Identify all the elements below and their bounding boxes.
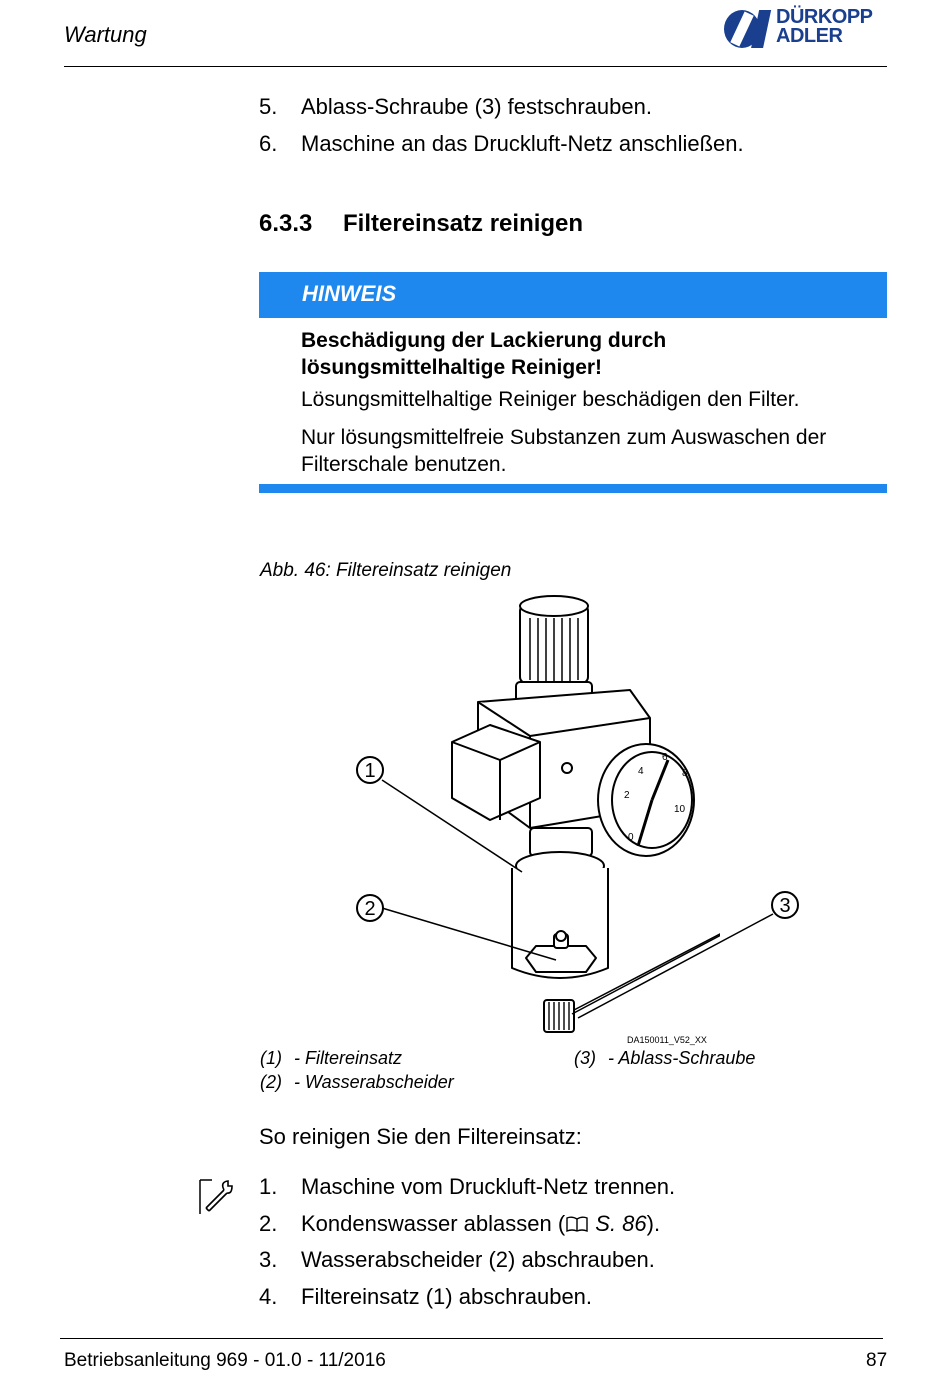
figure-caption: Abb. 46: Filtereinsatz reinigen	[260, 560, 512, 581]
gauge-tick-label: 0	[628, 832, 634, 843]
notice-paragraph: Lösungsmittelhaltige Reiniger beschädigen den Filter.	[301, 388, 800, 411]
notice-label: HINWEIS	[302, 281, 397, 306]
gauge-tick-label: 4	[638, 766, 644, 777]
gauge-tick-label: 6	[662, 752, 668, 763]
book-icon	[565, 1215, 589, 1233]
footer-document-id: Betriebsanleitung 969 - 01.0 - 11/2016	[64, 1350, 386, 1371]
notice-paragraph: Nur lösungsmittelfreie Substanzen zum Auswaschen der Filterschale benutzen.	[301, 426, 827, 476]
page-reference-link[interactable]: S. 86	[595, 1211, 647, 1236]
section-title: Filtereinsatz reinigen	[343, 210, 584, 237]
svg-text:2: 2	[364, 898, 376, 920]
drawing-id: DA150011_V52_XX	[627, 1035, 707, 1045]
notice-heading: Beschädigung der Lackierung durch lösungsmittelhaltige Reiniger!	[301, 329, 667, 379]
logo-text-line2: ADLER	[776, 25, 843, 47]
svg-text:3: 3	[779, 895, 791, 917]
svg-text:1: 1	[364, 760, 376, 782]
procedure-intro: So reinigen Sie den Filtereinsatz:	[259, 1124, 582, 1149]
notice-header-bar	[259, 272, 887, 318]
logo-mark-icon	[722, 6, 774, 52]
section-heading	[259, 210, 584, 238]
page-number: 87	[866, 1350, 888, 1371]
header-rule	[64, 66, 887, 67]
section-number: 6.3.3	[259, 210, 313, 237]
gauge-tick-label: 2	[624, 790, 630, 801]
logo-text-line1: DÜRKOPP	[776, 6, 873, 28]
running-header-title: Wartung	[64, 22, 147, 47]
callout-3-group	[560, 890, 800, 1030]
wrench-icon	[198, 1178, 238, 1216]
company-logo	[722, 4, 892, 52]
gauge-tick-label: 10	[674, 804, 686, 815]
notice-bottom-bar	[259, 484, 887, 493]
footer-rule	[60, 1338, 883, 1339]
gauge-tick-label: 8	[682, 768, 688, 779]
